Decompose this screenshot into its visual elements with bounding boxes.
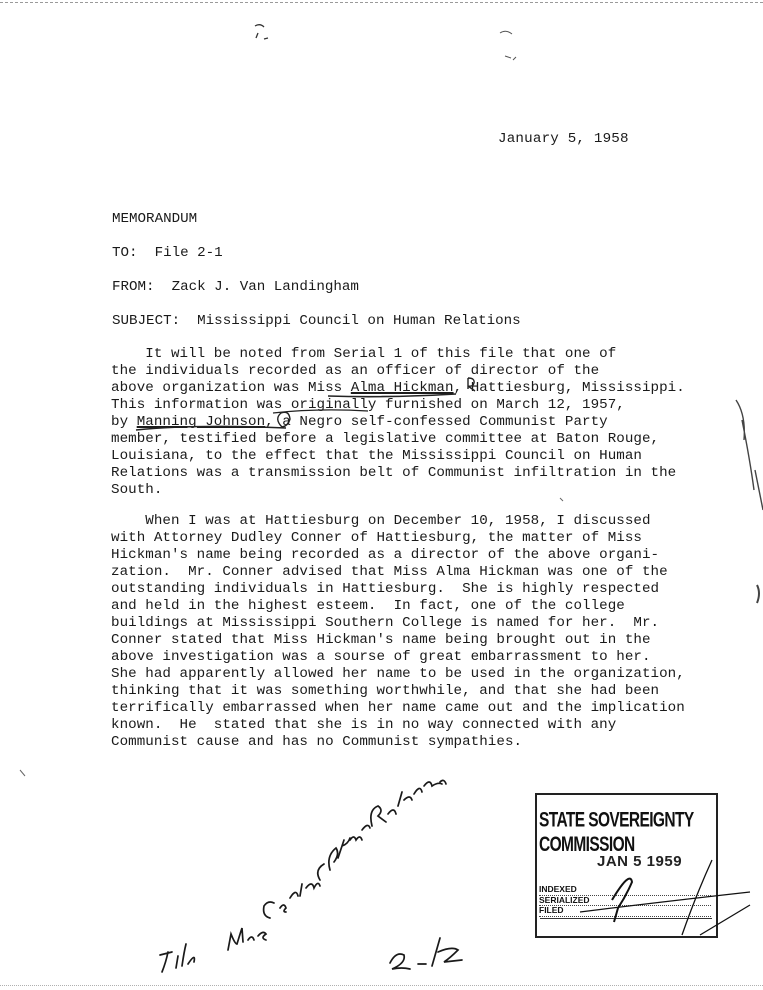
stamp-labels — [539, 885, 711, 917]
p1-line — [111, 380, 685, 397]
p1-text: above organization was Miss — [111, 380, 351, 396]
subject-value: Mississippi Council on Human Relations — [197, 313, 521, 329]
from-value: Zack J. Van Landingham — [171, 279, 359, 295]
p2-line: When I was at Hattiesburg on December 10, 1958, I discussed — [111, 513, 651, 529]
p1-line: the individuals recorded as an officer of director of the — [111, 363, 600, 379]
underlined-name-alma-hickman: Alma Hickman — [350, 380, 454, 396]
p2-line: Hickman's name being recorded as a director of the above organi- — [111, 547, 660, 563]
p2-line: Communist cause and has no Communist sympathies. — [111, 734, 523, 750]
bottom-border-line — [0, 985, 763, 986]
p2-line: with Attorney Dudley Conner of Hattiesburg, the matter of Miss — [111, 530, 642, 546]
commission-stamp — [535, 793, 718, 938]
stamp-filed-label: FILED — [539, 906, 711, 917]
p1-text: by — [111, 414, 137, 430]
p2-line: She had apparently allowed her name to be used in the organization, — [111, 666, 685, 682]
from-label: FROM: — [112, 279, 155, 295]
p2-line: outstanding individuals in Hattiesburg. She is highly respected — [111, 581, 660, 597]
p1-text: , a Negro self-confessed Communist Party — [265, 414, 608, 430]
p2-line: buildings at Mississippi Southern College is named for her. Mr. — [111, 615, 660, 631]
to-value: File 2-1 — [154, 245, 223, 261]
p2-line: known. He stated that she is in no way connected with any — [111, 717, 617, 733]
p1-line: Relations was a transmission belt of Communist infiltration in the — [111, 465, 677, 481]
underlined-name-manning-johnson: Manning Johnson — [136, 414, 266, 430]
p2-line: Conner stated that Miss Hickman's name being brought out in the — [111, 632, 651, 648]
p1-line: member, testified before a legislative committee at Baton Rouge, — [111, 431, 660, 447]
to-line — [112, 245, 223, 261]
paragraph-2 — [111, 513, 685, 751]
subject-label: SUBJECT: — [112, 313, 181, 329]
p2-line: and held in the highest esteem. In fact, one of the college — [111, 598, 625, 614]
stamp-bottom-box — [540, 918, 712, 931]
p1-line: Louisiana, to the effect that the Mississippi Council on Human — [111, 448, 642, 464]
paragraph-1 — [111, 346, 685, 499]
p1-line — [111, 414, 685, 431]
p2-line: zation. Mr. Conner advised that Miss Alma Hickman was one of the — [111, 564, 668, 580]
stamp-title: STATE SOVEREIGNTY COMMISSION — [539, 809, 694, 857]
from-line — [112, 279, 359, 295]
p2-line: terrifically embarrassed when her name came out and the implication — [111, 700, 685, 716]
to-label: TO: — [112, 245, 138, 261]
subject-line — [112, 313, 521, 329]
p1-line: South. — [111, 482, 163, 498]
p2-line: above investigation was a sourse of great embarrassment to her. — [111, 649, 651, 665]
stamp-indexed-label: INDEXED — [539, 885, 711, 896]
stamp-serialized-label: SERIALIZED — [539, 896, 711, 907]
p2-line: thinking that it was something worthwhile, and that she had been — [111, 683, 660, 699]
p1-line: This information was originally furnished on March 12, 1957, — [111, 397, 625, 413]
p1-line: It will be noted from Serial 1 of this file that one of — [111, 346, 617, 362]
p1-text: , Hattiesburg, Mississippi. — [453, 380, 685, 396]
memo-date: January 5, 1958 — [498, 131, 629, 147]
memo-heading: MEMORANDUM — [112, 211, 198, 227]
stamp-date: JAN 5 1959 — [597, 853, 683, 870]
